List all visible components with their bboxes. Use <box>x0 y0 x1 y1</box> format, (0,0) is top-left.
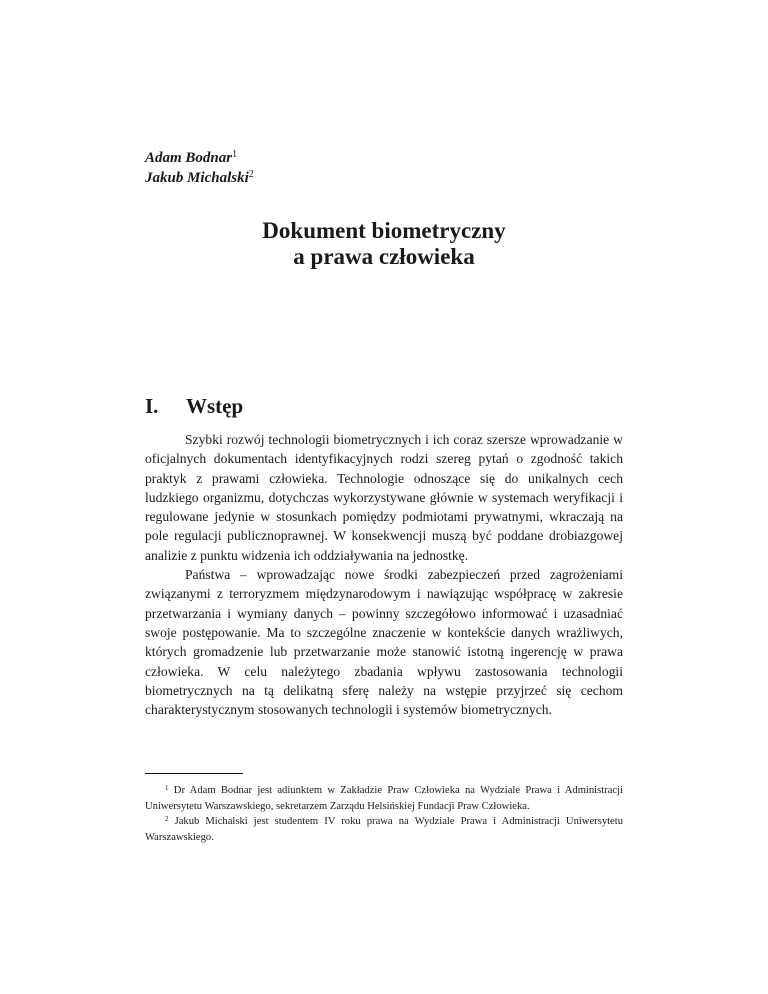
paragraph: Szybki rozwój technologii biometrycznych i ich coraz szersze wprowadzanie w oficjalnych dokumentach identyfikacyjnych rodzi szereg pytań o zgodność takich praktyk z prawami człowieka. Technologie odnoszące się do unikalnych cech ludzkiego organizmu, dotychczas wykorzystywane głównie w systemach weryfikacji i regulowane jedynie w stosunkach pomiędzy podmiotami prywatnymi, wkraczają na pole regulacji publicznoprawnej. W konsekwencji muszą być poddane drobiazgowej analizie z punktu widzenia ich oddziaływania na jednostkę. <box>145 432 623 563</box>
author-name: Adam Bodnar$^1$ <box>145 149 238 166</box>
footnote-text: Jakub Michalski jest studentem IV roku prawa na Wydziale Prawa i Administracji Uniwersytetu Warszawskiego. <box>145 816 623 843</box>
footnotes <box>145 783 623 845</box>
title-line: a prawa człowieka <box>293 244 475 269</box>
footnote-ref[interactable]: 1 <box>232 149 238 160</box>
footnote-ref[interactable]: 2 <box>248 169 254 180</box>
footnote <box>145 814 623 845</box>
footnote-text: Dr Adam Bodnar jest adiunktem w Zakładzie Praw Człowieka na Wydziale Prawa i Administracji Uniwersytetu Warszawskiego, sekretarzem Zarządu Helsińskiej Fundacji Praw Człowieka. <box>145 785 623 812</box>
footnote-separator <box>145 773 243 774</box>
author-list <box>145 148 254 188</box>
section-title: Wstęp <box>186 394 244 418</box>
footnote-mark: 1 <box>165 784 169 792</box>
body-text <box>145 430 623 719</box>
author-name: Jakub Michalski$^2$ <box>145 169 254 186</box>
title-line: Dokument biometryczny <box>262 218 506 243</box>
footnote-mark: 2 <box>165 815 169 824</box>
document-title <box>145 218 623 270</box>
footnote <box>145 783 623 814</box>
section-number: I. <box>145 394 159 418</box>
paragraph: Państwa – wprowadzając nowe środki zabezpieczeń przed zagrożeniami związanymi z terroryzmem międzynarodowym i nawiązując współpracę w zakresie przetwarzania i wymiany danych – powinny szczegółowo informować i uzasadniać swoje postępowanie. Ma to szczególne znaczenie w kontekście danych wrażliwych, których gromadzenie lub przetwarzanie może stanowić istotną ingerencję w prawa człowieka. W celu należytego zbadania wpływu zastosowania technologii biometrycznych na tą delikatną sferę należy na wstępie przyjrzeć się cechom charakterystycznym stosowanych technologii i systemów biometrycznych. <box>145 567 623 718</box>
section-heading <box>145 393 243 419</box>
